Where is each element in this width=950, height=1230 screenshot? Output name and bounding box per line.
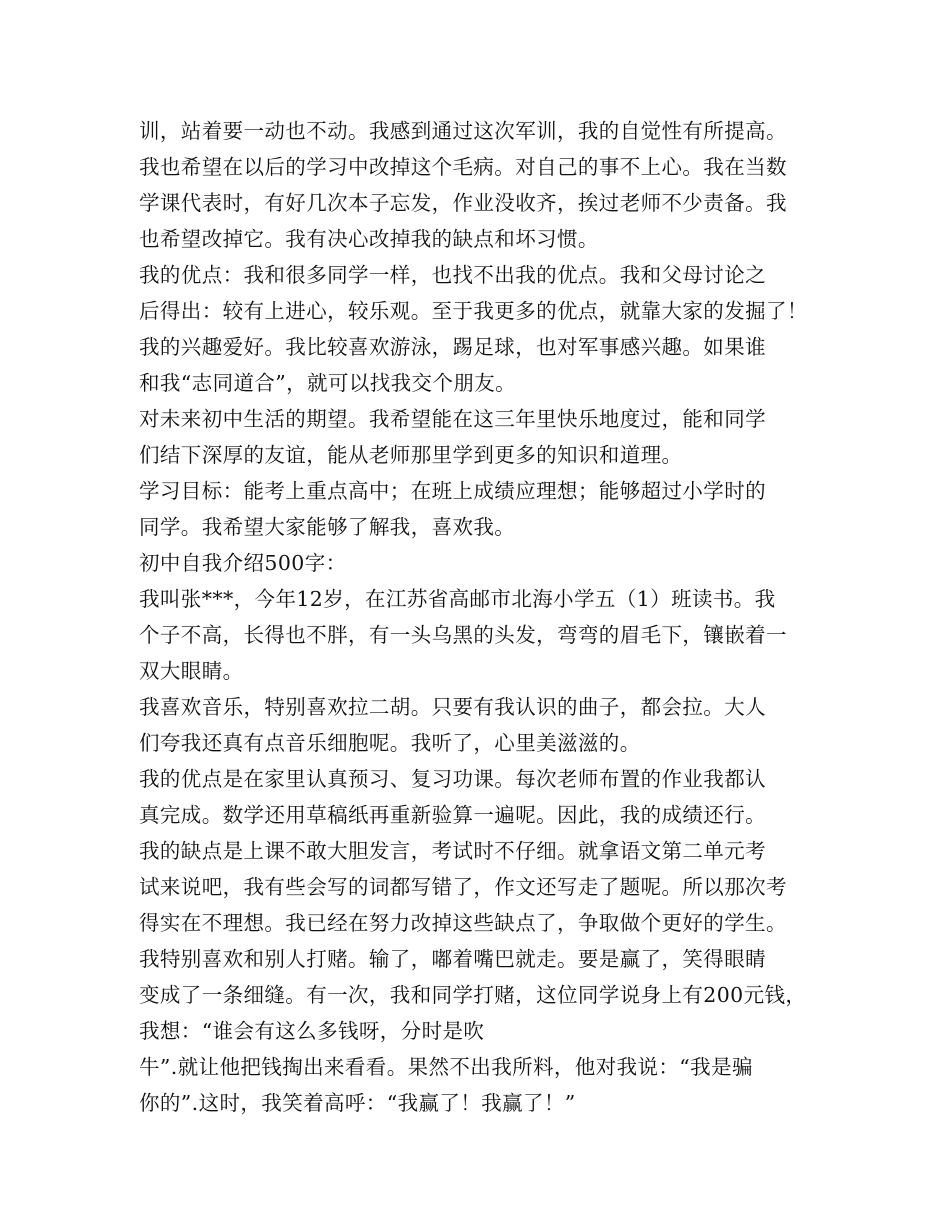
text-line: 双大眼睛。 [139,659,244,683]
text-line: 学课代表时，有好几次本子忘发，作业没收齐，挨过老师不少责备。我 [139,191,787,215]
text-line: 我的优点是在家里认真预习、复习功课。每次老师布置的作业我都认 [139,767,766,791]
text-line: 牛”.就让他把钱掏出来看看。果然不出我所料，他对我说：“我是骗 [139,1055,753,1079]
text-line: 同学。我希望大家能够了解我，喜欢我。 [139,515,516,539]
text-line: 们结下深厚的友谊，能从老师那里学到更多的知识和道理。 [139,443,683,467]
section-heading: 初中自我介绍500字： [139,551,347,575]
essay-text-block [139,113,839,1121]
text-line: 真完成。数学还用草稿纸再重新验算一遍呢。因此，我的成绩还行。 [139,803,766,827]
text-line: 对未来初中生活的期望。我希望能在这三年里快乐地度过，能和同学 [139,407,766,431]
text-line: 学习目标：能考上重点高中；在班上成绩应理想；能够超过小学时的 [139,479,766,503]
text-line: 我也希望在以后的学习中改掉这个毛病。对自己的事不上心。我在当数 [139,155,787,179]
text-line: 我的优点：我和很多同学一样，也找不出我的优点。我和父母讨论之 [139,263,766,287]
text-line: 试来说吧，我有些会写的词都写错了，作文还写走了题呢。所以那次考 [139,875,787,899]
text-line: 我特别喜欢和别人打赌。输了，嘟着嘴巴就走。要是赢了，笑得眼睛 [139,947,766,971]
text-line: 个子不高，长得也不胖，有一头乌黑的头发，弯弯的眉毛下，镶嵌着一 [139,623,787,647]
text-line: 我的缺点是上课不敢大胆发言，考试时不仔细。就拿语文第二单元考 [139,839,766,863]
text-line: 训，站着要一动也不动。我感到通过这次军训，我的自觉性有所提高。 [139,119,787,143]
text-line: 我的兴趣爱好。我比较喜欢游泳，踢足球，也对军事感兴趣。如果谁 [139,335,766,359]
text-line: 我喜欢音乐，特别喜欢拉二胡。只要有我认识的曲子，都会拉。大人 [139,695,766,719]
text-line: 们夸我还真有点音乐细胞呢。我听了，心里美滋滋的。 [139,731,641,755]
text-line: 和我“志同道合”，就可以找我交个朋友。 [139,371,517,395]
text-line: 得实在不理想。我已经在努力改掉这些缺点了，争取做个更好的学生。 [139,911,787,935]
text-line: 变成了一条细缝。有一次，我和同学打赌，这位同学说身上有200元钱， [139,983,807,1007]
text-line: 后得出：较有上进心，较乐观。至于我更多的优点，就靠大家的发掘了！ [139,299,808,323]
text-line: 我叫张***，今年12岁，在江苏省高邮市北海小学五（1）班读书。我 [139,587,776,611]
text-line: 我想：“谁会有这么多钱呀，分时是吹 [139,1019,485,1043]
text-line: 你的”.这时，我笑着高呼：“我赢了！我赢了！” [139,1091,576,1115]
text-line: 也希望改掉它。我有决心改掉我的缺点和坏习惯。 [139,227,599,251]
